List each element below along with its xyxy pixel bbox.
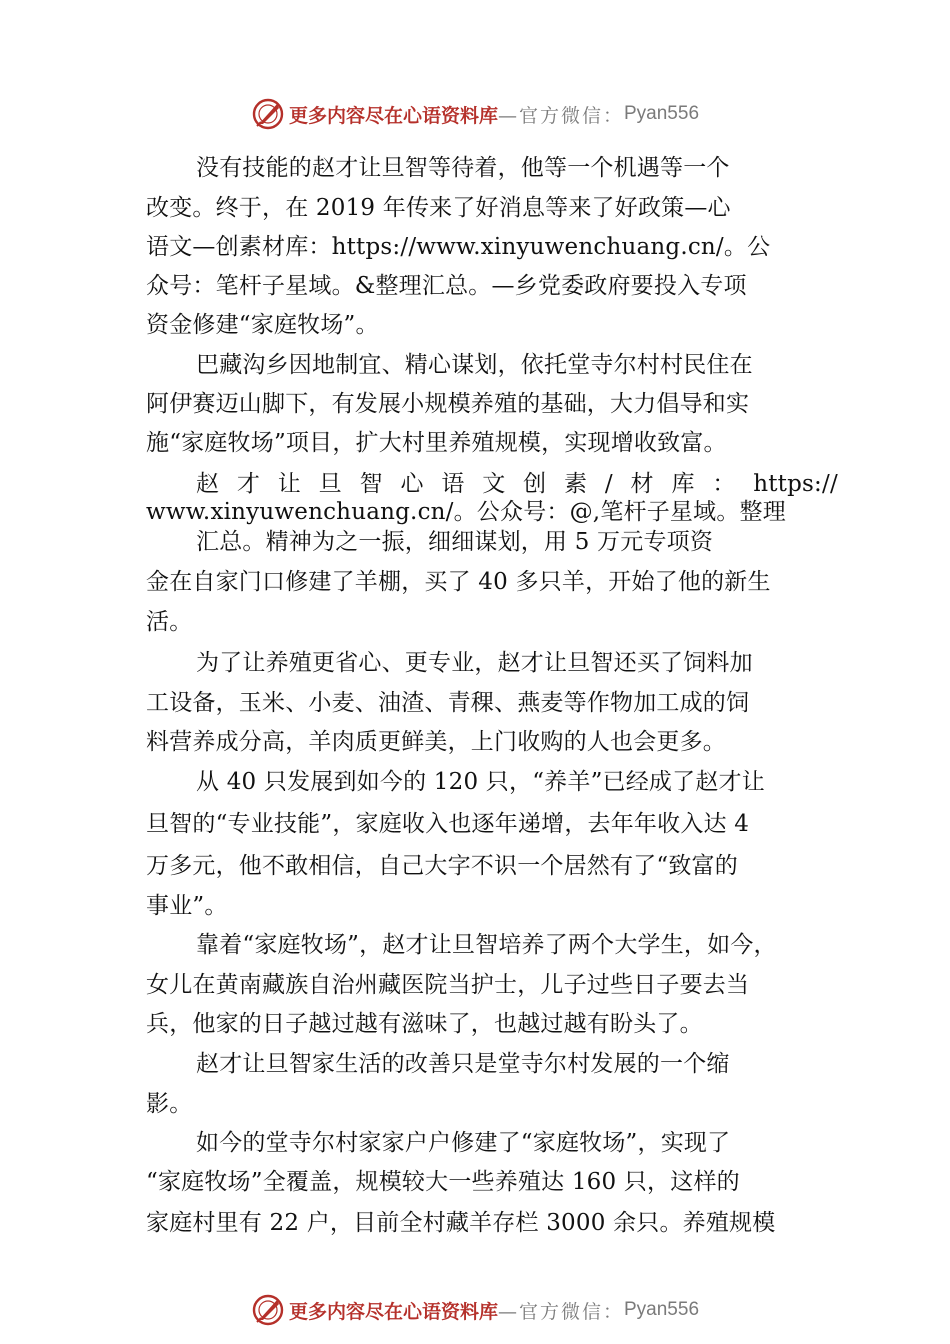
text-line: 赵才让旦智家生活的改善只是堂寺尔村发展的一个缩 [196,1051,730,1077]
spaced-char: 创 [523,471,547,497]
text-line: 金在自家门口修建了羊棚，买了 40 多只羊，开始了他的新生 [146,569,771,595]
header-gray-text: —官方微信： [497,104,624,127]
text-line: 事业”。 [146,893,228,919]
text-line: 施“家庭牧场”项目，扩大村里养殖规模，实现增收致富。 [146,430,727,456]
text-line: www.xinyuwenchuang.cn/。公众号：@,笔杆子星域。整理 [146,499,786,525]
text-line: 语文—创素材库：https://www.xinyuwenchuang.cn/。公 [146,234,771,260]
spaced-char: / [604,471,613,497]
spaced-char: 语 [441,471,465,497]
header-banner [0,94,950,134]
header-red-text: 更多内容尽在心语资料库 [288,104,498,127]
spaced-char: https:// [753,471,838,497]
text-line: 万多元，他不敢相信，自己大字不识一个居然有了“致富的 [146,853,738,879]
text-line: 没有技能的赵才让旦智等待着，他等一个机遇等一个 [196,155,730,181]
spaced-char: ： [712,471,736,497]
text-line: 女儿在黄南藏族自治州藏医院当护士，儿子过些日子要去当 [146,972,750,998]
footer-gray-text: —官方微信： [497,1300,624,1323]
text-line: 家庭村里有 22 户，目前全村藏羊存栏 3000 余只。养殖规模 [146,1210,776,1236]
text-line: 改变。终于，在 2019 年传来了好消息等来了好政策—心 [146,195,731,221]
spaced-char: 智 [359,471,383,497]
spaced-char: 旦 [318,471,342,497]
spaced-char: 心 [400,471,424,497]
spaced-char: 素 [564,471,588,497]
spaced-text-line [196,469,838,499]
text-line: 兵，他家的日子越过越有滋味了，也越过越有盼头了。 [146,1011,703,1037]
spaced-char: 赵 [196,471,220,497]
text-line: 从 40 只发展到如今的 120 只，“养羊”已经成了赵才让 [196,769,765,795]
text-line: 为了让养殖更省心、更专业，赵才让旦智还买了饲料加 [196,650,753,676]
spaced-char: 文 [482,471,506,497]
quill-seal-icon [251,97,285,131]
footer-banner [0,1290,950,1330]
quill-seal-icon [251,1293,285,1327]
text-line: 巴藏沟乡因地制宜、精心谋划，依托堂寺尔村村民住在 [196,352,753,378]
text-line: 靠着“家庭牧场”，赵才让旦智培养了两个大学生，如今， [196,932,777,958]
text-line: 阿伊赛迈山脚下，有发展小规模养殖的基础，大力倡导和实 [146,391,750,417]
spaced-char: 材 [630,471,654,497]
text-line: “家庭牧场”全覆盖，规模较大一些养殖达 160 只，这样的 [146,1169,740,1195]
text-line: 活。 [146,609,193,635]
spaced-char: 让 [277,471,301,497]
text-line: 汇总。精神为之一振，细细谋划，用 5 万元专项资 [196,529,714,555]
text-line: 如今的堂寺尔村家家户户修建了“家庭牧场”，实现了 [196,1130,731,1156]
header-wechat-id: Pyan556 [624,103,700,124]
text-line: 影。 [146,1091,193,1117]
spaced-char: 才 [236,471,261,497]
text-line: 资金修建“家庭牧场”。 [146,312,379,338]
text-line: 旦智的“专业技能”，家庭收入也逐年递增，去年年收入达 4 [146,811,750,837]
text-line: 工设备，玉米、小麦、油渣、青稞、燕麦等作物加工成的饲 [146,690,750,716]
footer-red-text: 更多内容尽在心语资料库 [288,1300,498,1323]
footer-wechat-id: Pyan556 [624,1299,700,1320]
text-line: 众号：笔杆子星域。&整理汇总。—乡党委政府要投入专项 [146,273,747,299]
text-line: 料营养成分高，羊肉质更鲜美，上门收购的人也会更多。 [146,729,726,755]
spaced-char: 库 [671,471,695,497]
